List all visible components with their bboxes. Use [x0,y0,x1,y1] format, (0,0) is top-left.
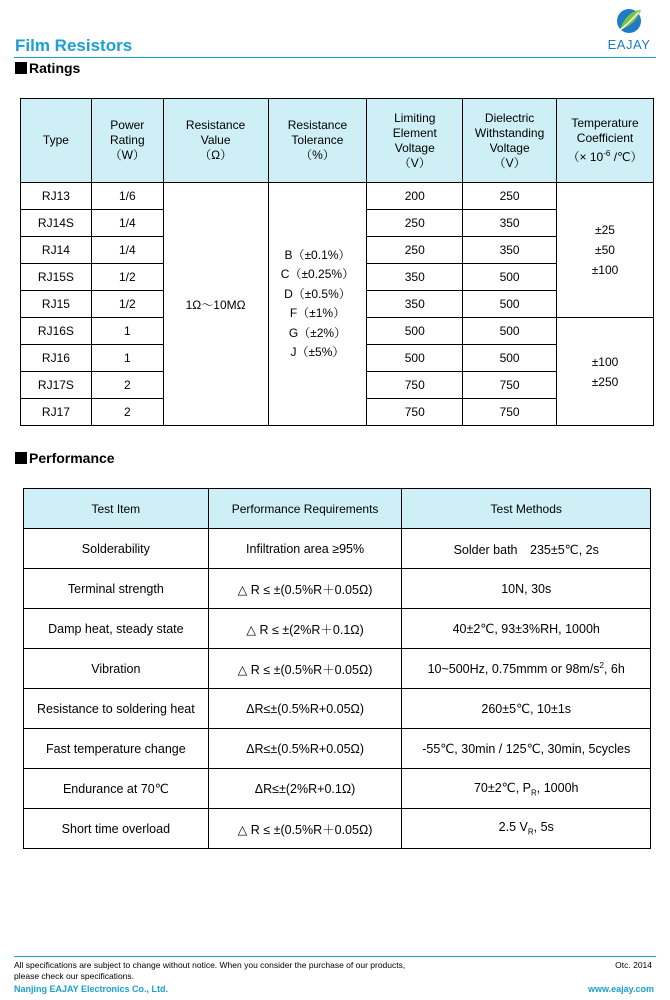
cell-power: 2 [91,399,163,426]
cell-method: 10~500Hz, 0.75mmm or $98m/s^2$, 6h [402,649,651,689]
logo-text: EAJAY [607,37,651,52]
cell-resistance-value: 1Ω～10MΩ [163,183,268,426]
ratings-title-text: Ratings [29,60,81,76]
cell-requirement: ΔR≤±(0.5%R+0.05Ω) [208,729,402,769]
footer-date: Otc. 2014 [615,960,652,970]
table-row [24,809,651,849]
cell-power: 1 [91,345,163,372]
header-resistance-value: Resistance Value （Ω） [163,99,268,183]
footer-divider [14,956,656,957]
footer-company-name: Nanjing EAJAY Electronics Co., Ltd. [14,984,169,994]
table-row [24,609,651,649]
cell-limiting: 500 [367,318,463,345]
header-type: Type [21,99,92,183]
cell-test-item: Fast temperature change [24,729,209,769]
cell-requirement: ΔR≤±(2%R+0.1Ω) [208,769,402,809]
performance-table [23,488,651,849]
cell-test-item: Short time overload [24,809,209,849]
cell-type: RJ17S [21,372,92,399]
cell-temp-coeff-group2: ±100 ±250 [557,318,654,426]
cell-dielectric: 500 [463,264,557,291]
leaf-logo-icon [598,4,660,38]
cell-power: 2 [91,372,163,399]
cell-type: RJ15 [21,291,92,318]
header-divider [14,57,656,58]
footer-website-link[interactable]: www.eajay.com [587,984,654,994]
cell-dielectric: 500 [463,318,557,345]
cell-test-item: Damp heat, steady state [24,609,209,649]
cell-tolerance-list: B（±0.1%） C（±0.25%） D（±0.5%） F（±1%） G（±2%） J（±5%） [268,183,367,426]
ratings-header-row [21,99,654,183]
header-temperature-coefficient: Temperature Coefficient （× $10^{-6}$ /℃） [557,99,654,183]
header-test-item: Test Item [24,489,209,529]
footer-disclaimer: All specifications are subject to change without notice. When you consider the purchase of our products, please check our specifications. [14,960,406,981]
cell-test-item: Vibration [24,649,209,689]
cell-requirement: △ R ≤ ±(2%R＋0.1Ω) [208,609,402,649]
company-logo [598,4,660,56]
cell-type: RJ16 [21,345,92,372]
performance-header-row [24,489,651,529]
cell-test-item: Solderability [24,529,209,569]
cell-power: 1 [91,318,163,345]
cell-limiting: 350 [367,291,463,318]
cell-power: 1/4 [91,210,163,237]
cell-requirement: △ R ≤ ±(0.5%R＋0.05Ω) [208,649,402,689]
cell-limiting: 750 [367,372,463,399]
cell-dielectric: 750 [463,399,557,426]
cell-type: RJ14S [21,210,92,237]
cell-limiting: 350 [367,264,463,291]
cell-type: RJ17 [21,399,92,426]
cell-test-item: Resistance to soldering heat [24,689,209,729]
table-row [24,529,651,569]
cell-type: RJ16S [21,318,92,345]
cell-test-item: Endurance at 70℃ [24,769,209,809]
cell-requirement: △ R ≤ ±(0.5%R＋0.05Ω) [208,809,402,849]
cell-dielectric: 350 [463,237,557,264]
header-test-methods: Test Methods [402,489,651,529]
ratings-table [20,98,654,426]
cell-test-item: Terminal strength [24,569,209,609]
table-row [24,769,651,809]
cell-type: RJ15S [21,264,92,291]
table-row [24,569,651,609]
cell-type: RJ13 [21,183,92,210]
cell-limiting: 500 [367,345,463,372]
cell-method: 40±2℃, 93±3%RH, 1000h [402,609,651,649]
cell-method: 70±2℃, $P_R$, 1000h [402,769,651,809]
cell-method: 2.5 $V_R$, 5s [402,809,651,849]
header-performance-requirements: Performance Requirements [208,489,402,529]
cell-dielectric: 350 [463,210,557,237]
cell-dielectric: 500 [463,291,557,318]
header-resistance-tolerance: Resistance Tolerance （%） [268,99,367,183]
cell-method: -55℃, 30min / 125℃, 30min, 5cycles [402,729,651,769]
header-power-rating: Power Rating （W） [91,99,163,183]
cell-limiting: 250 [367,237,463,264]
table-row [24,689,651,729]
header-limiting-voltage: Limiting Element Voltage （V） [367,99,463,183]
cell-temp-coeff-group1: ±25 ±50 ±100 [557,183,654,318]
cell-dielectric: 500 [463,345,557,372]
ratings-section-title [15,60,80,76]
table-row [21,183,654,210]
performance-title-text: Performance [29,450,115,466]
cell-power: 1/2 [91,264,163,291]
bullet-square-icon [15,452,27,464]
performance-section-title [15,450,115,466]
cell-power: 1/6 [91,183,163,210]
cell-limiting: 250 [367,210,463,237]
cell-type: RJ14 [21,237,92,264]
cell-requirement: ΔR≤±(0.5%R+0.05Ω) [208,689,402,729]
header-dielectric-voltage: Dielectric Withstanding Voltage （V） [463,99,557,183]
cell-limiting: 750 [367,399,463,426]
cell-method: 260±5℃, 10±1s [402,689,651,729]
page-title: Film Resistors [15,36,133,55]
cell-power: 1/4 [91,237,163,264]
cell-requirement: Infiltration area ≥95% [208,529,402,569]
cell-dielectric: 750 [463,372,557,399]
cell-dielectric: 250 [463,183,557,210]
table-row [24,729,651,769]
bullet-square-icon [15,62,27,74]
cell-requirement: △ R ≤ ±(0.5%R＋0.05Ω) [208,569,402,609]
cell-limiting: 200 [367,183,463,210]
cell-method: Solder bath 235±5℃, 2s [402,529,651,569]
cell-power: 1/2 [91,291,163,318]
table-row [24,649,651,689]
cell-method: 10N, 30s [402,569,651,609]
